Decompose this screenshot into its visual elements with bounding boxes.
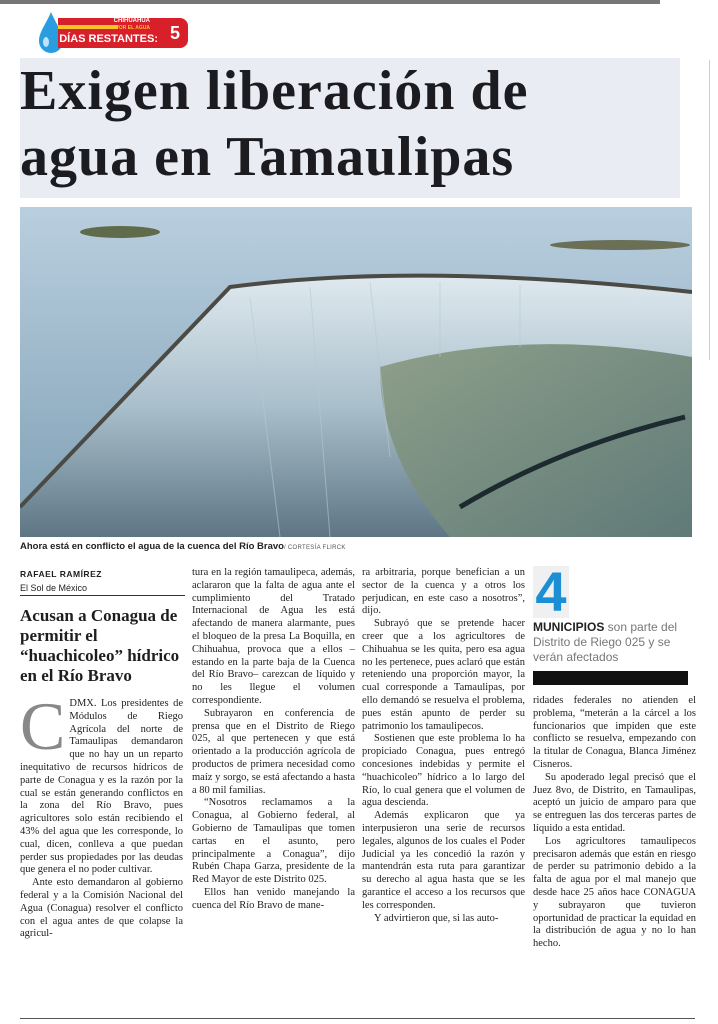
paragraph: Ante esto demandaron al gobierno federal y a la Comisión Nacional del Agua (Conagua) resolver el conflicto con el agua antes de que colapse la agricul- <box>20 877 183 940</box>
fact-box <box>533 560 693 685</box>
banner-state: CHIHUAHUA <box>113 18 150 24</box>
paragraph: DMX. Los presidentes de Módulos de Riego Agrícola del norte de Tamaulipas demandaron que no hay un un reparto inequitativo de recursos hídricos de parte de Conagua y es la razón por la cual se están generando conflictos en la zona del Río Bravo, pues agricultores solo están recibiendo el 43% del agua que les corresponde, lo cual, dicen, conlleva a que puedan perder sus propiedades por las deudas que genera el no poder cultivar. <box>20 698 183 876</box>
fact-bold: MUNICIPIOS <box>533 620 605 634</box>
headline-line-2: agua en Tamaulipas <box>20 126 515 188</box>
paragraph: Los agricultores tamaulipecos precisaron además que están en riesgo de perder su patrimonio debido a la falta de agua por el mal manejo que desde hace 25 años hace CONAGUA y subrayaron que tuvieron oportunidad de practicar la equidad en la distribución de agua y no lo han hecho. <box>533 835 696 950</box>
bottom-rule <box>20 1018 695 1019</box>
banner-bar <box>58 18 188 48</box>
subheadline: Acusan a Conagua de permitir el “huachicoleo” hídrico en el Río Bravo <box>20 606 180 685</box>
banner-days-count: 5 <box>169 23 180 43</box>
banner-days-label: DÍAS RESTANTES: <box>59 33 158 45</box>
photo-caption <box>20 541 346 553</box>
column-4 <box>533 695 696 951</box>
fact-number: 4 <box>533 566 569 618</box>
caption-text: Ahora está en conflicto el agua de la cuenca del Río Bravo <box>20 541 284 552</box>
paragraph: Además explicaron que ya interpusieron una serie de recursos legales, algunos de los cuales el Poder Judicial ya les concedió la razón y mantendrán esta ruta para garantizar su derecho al agua hasta que se les garantice el acceso a los recursos que les corresponden. <box>362 810 525 911</box>
column-3 <box>362 567 525 925</box>
fact-desc: son parte del Distrito de Riego 025 y se verán afectados <box>533 620 678 664</box>
paragraph: Ellos han venido manejando la cuenca del Río Bravo de mane- <box>192 886 355 911</box>
paragraph: tura en la región tamaulipeca, además, aclararon que la falta de agua ante el cumplimiento del Tratado Internacional de Agua les está afectando de manera alarmante, pues el bloqueo de la presa La Boquilla, en Chihuahua, provoca que a ellos –estando en la parte baja de la Cuenca del Río Bravo– carezcan de líquido y no les llegue el volumen correspondiente. <box>192 567 355 706</box>
column-2 <box>192 567 355 913</box>
fact-text <box>533 620 693 665</box>
column-1 <box>20 688 183 941</box>
right-column <box>533 560 696 951</box>
source: El Sol de México <box>20 583 185 596</box>
paragraph: Su apoderado legal precisó que el Juez 8vo, de Distrito, en Tamaulipas, aceptó un juicio de amparo para que se entreguen las dos terceras partes de líquido a esta entidad. <box>533 771 696 834</box>
drop-cap: C <box>20 688 66 764</box>
scroll-edge <box>709 60 718 360</box>
headline-line-1: Exigen liberación de <box>20 60 529 122</box>
paragraph: “Nosotros reclamamos a la Conagua, al Gobierno federal, al Gobierno de Tamaulipas que tomen cartas en el asunto, pero principalmente a Conagua”, dijo Rubén Chapa Garza, presidente de la Red Mayor de este Distrito 025. <box>192 797 355 886</box>
photo-credit: / CORTESÍA FLIRCK <box>283 545 346 551</box>
headline <box>20 58 680 198</box>
paragraph: Sostienen que este problema lo ha propiciado Conagua, pues entregó concesiones indebidas y permite el “huachicoleo” hídrico a lo largo del Río, lo cual genera que el volumen de agua descienda. <box>362 733 525 809</box>
banner-topic: CONFLICTO POR EL AGUA <box>85 25 150 31</box>
paragraph: ridades federales no atienden el problema, “meterán a la cárcel a los funcionarios que impiden que este conflicto se resuelva, empezando con la titular de Conagua, Blanca Jiménez Cisneros. <box>533 695 696 770</box>
byline: RAFAEL RAMÍREZ <box>20 569 102 579</box>
paragraph: Y advirtieron que, si las auto- <box>374 912 499 924</box>
top-rule <box>0 0 660 4</box>
paragraph: Subrayaron en conferencia de prensa que en el Distrito de Riego 025, al que pertenecen y que está orientado a la producción agrícola de productos de primera necesidad como maíz y sorgo, se está afectando a hasta a 80 mil familias. <box>192 707 355 796</box>
lead-column <box>20 569 188 941</box>
fact-bar <box>533 671 688 685</box>
paragraph: ra arbitraria, porque benefician a un sector de la cuenca y a otros los perjudican, en este caso a nosotros”, dijo. <box>362 567 525 617</box>
spillway-photo <box>20 207 692 537</box>
countdown-banner <box>36 10 196 54</box>
paragraph: Subrayó que se pretende hacer creer que a los agricultores de Chihuahua se les quita, pero esa agua no les pertenece, pues aclaró que están reteniendo una proporción mayor, la cual corresponde a Tamaulipas, por ello demandó se resuelva el problema, pues están apunto de perder su patrimonio los tamaulipecos. <box>362 618 525 732</box>
